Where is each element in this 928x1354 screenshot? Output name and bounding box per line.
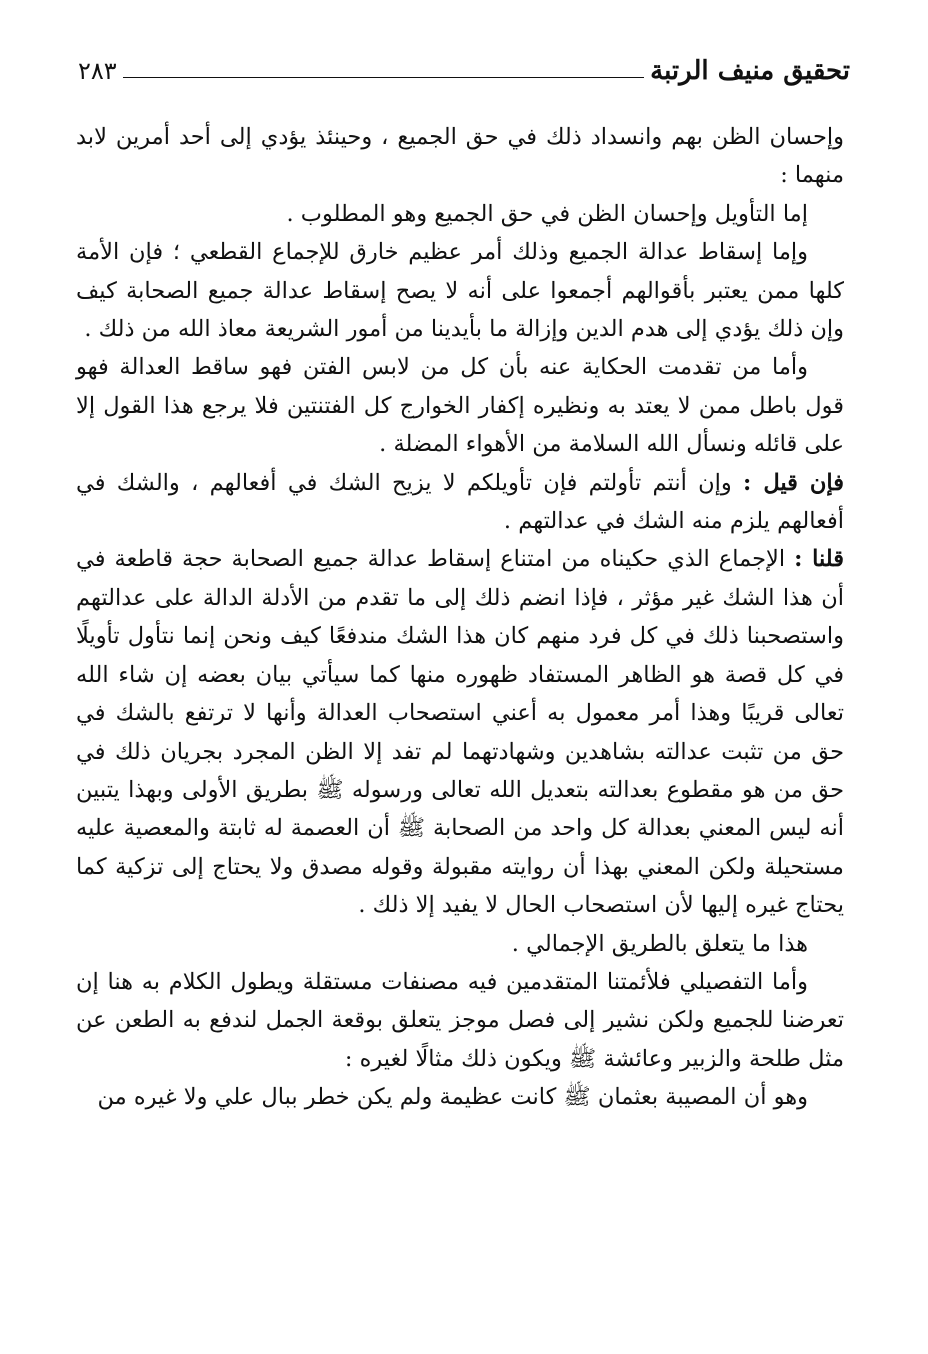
paragraph [76, 348, 844, 463]
page-number: ٢٨٣ [78, 57, 117, 85]
paragraph [76, 540, 844, 924]
paragraph [76, 925, 844, 963]
paragraph-text: وإحسان الظن بهم وانسداد ذلك في حق الجميع ، وحينئذ يؤدي إلى أحد أمرين لابد منهما : [76, 124, 844, 189]
paragraph [76, 118, 844, 195]
paragraph-text: هذا ما يتعلق بالطريق الإجمالي . [511, 930, 808, 957]
paragraph-text: وهو أن المصيبة بعثمان ﷺ كانت عظيمة ولم يكن خطر ببال علي ولا غيره من [97, 1084, 808, 1111]
paragraph-text: وإما إسقاط عدالة الجميع وذلك أمر عظيم خارق للإجماع القطعي ؛ فإن الأمة كلها ممن يعتبر بأقوالهم أجمعوا على أنه لا يصح إسقاط عدالة جميع الصحابة كيف وإن ذلك يؤدي إلى هدم الدين وإزالة ما بأيدينا من أمور الشريعة معاذ الله من ذلك . [76, 239, 844, 343]
paragraph [76, 1078, 844, 1116]
header-rule [123, 77, 644, 78]
paragraph-text: إما التأويل وإحسان الظن في حق الجميع وهو المطلوب . [286, 200, 808, 227]
paragraph-text: وأما من تقدمت الحكاية عنه بأن كل من لابس الفتن فهو ساقط العدالة فهو قول باطل ممن لا يعتد به ونظيره إكفار الخوارج كل الفتنتين فلا يرجع هذا القول إلا على قائله ونسأل الله السلامة من الأهواء المضلة . [76, 354, 844, 458]
paragraph-text: وأما التفصيلي فلأئمتنا المتقدمين فيه مصنفات مستقلة ويطول الكلام به هنا إن تعرضنا للجميع ولكن نشير إلى فصل موجز يتعلق بوقعة الجمل لندفع به الطعن عن مثل طلحة والزبير وعائشة ﷺ ويكون ذلك مثالًا لغيره : [76, 968, 844, 1072]
paragraph [76, 963, 844, 1078]
running-title: تحقيق منيف الرتبة [650, 56, 850, 86]
body-text [76, 118, 844, 1117]
paragraph-text: الإجماع الذي حكيناه من امتناع إسقاط عدالة جميع الصحابة حجة قاطعة في أن هذا الشك غير مؤثر ، فإذا انضم ذلك إلى ما تقدم من الأدلة الدالة على عدالتهم واستصحبنا ذلك في كل فرد منهم كان هذا الشك مندفعًا كيف ونحن إنما نتأول تأويلًا في كل قصة هو الظاهر المستفاد ظهوره منها كما سيأتي بيان بعضه إن شاء الله تعالى قريبًا وهذا أمر معمول به أعني استصحاب العدالة وأنها لا ترتفع بالشك في حق من تثبت عدالته بشاهدين وشهادتهما لم تفد إلا الظن المجرد بجريان ذلك في حق من هو مقطوع بعدالته بتعديل الله تعالى ورسوله ﷺ بطريق الأولى وبهذا يتبين أنه ليس المعني بعدالة كل واحد من الصحابة ﷺ أن العصمة له ثابتة والمعصية عليه مستحيلة ولكن المعني بهذا أن روايته مقبولة وقوله مصدق ولا يحتاج إلى تزكية كما يحتاج غيره إليها لأن استصحاب الحال لا يفيد إلا ذلك . [76, 546, 844, 919]
paragraph-lead: قلنا : [794, 546, 844, 573]
paragraph-lead: فإن قيل : [743, 469, 844, 496]
paragraph-text: وإن أنتم تأولتم فإن تأويلكم لا يزيح الشك في أفعالهم ، والشك في أفعالهم يلزم منه الشك في عدالتهم . [76, 469, 844, 535]
paragraph [76, 464, 844, 541]
paragraph [76, 233, 844, 348]
page-header [78, 48, 850, 88]
paragraph [76, 195, 844, 233]
